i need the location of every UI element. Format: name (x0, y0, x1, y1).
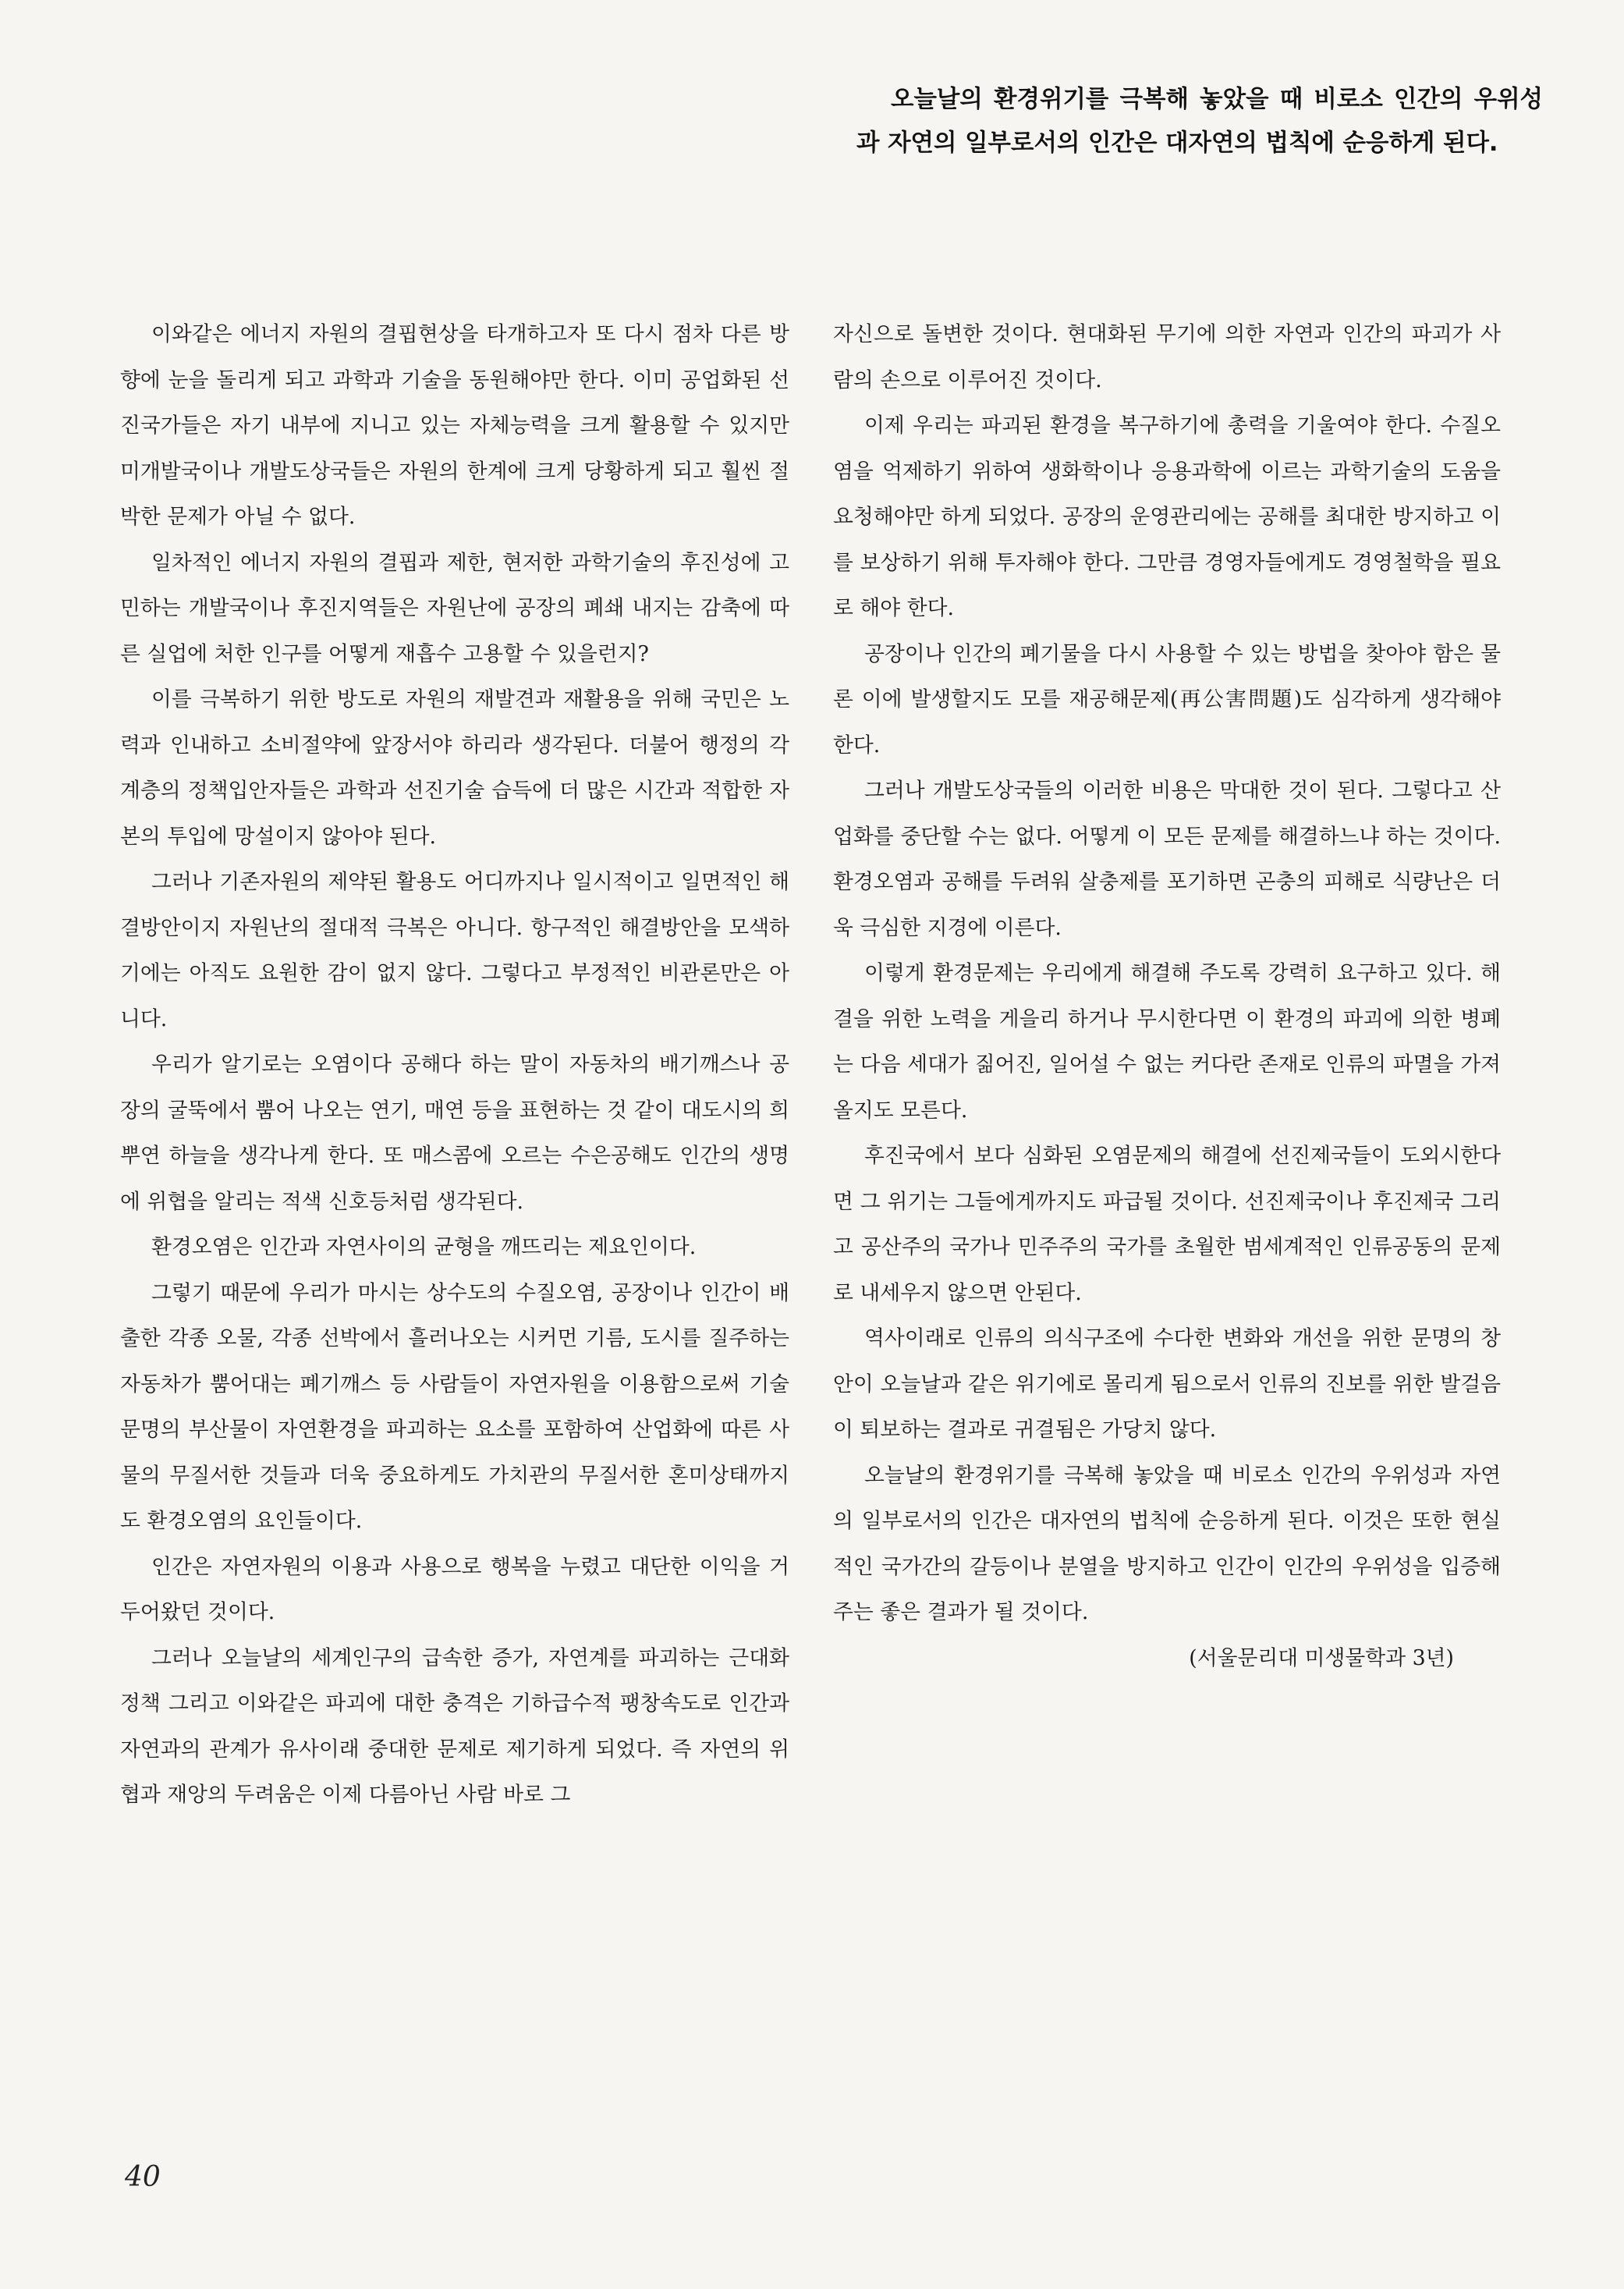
paragraph: 후진국에서 보다 심화된 오염문제의 해결에 선진제국들이 도외시한다면 그 위기는 그들에게까지도 파급될 것이다. 선진제국이나 후진제국 그리고 공산주의 국가나 민주주의 국가를 초월한 범세계적인 인류공동의 문제로 내세우지 않으면 안된다. (833, 1144, 1501, 1305)
paragraph-continued: 자신으로 돌변한 것이다. 현대화된 무기에 의한 자연과 인간의 파괴가 사람의 손으로 이루어진 것이다. (833, 322, 1501, 392)
author-affiliation: (서울문리대 미생물학과 3년) (1189, 1645, 1454, 1670)
paragraph: 일차적인 에너지 자원의 결핍과 제한, 현저한 과학기술의 후진성에 고민하는 개발국이나 후진지역들은 자원난에 공장의 폐쇄 내지는 감축에 따른 실업에 처한 인구를 어떻게 재흡수 고용할 수 있을런지? (120, 550, 789, 666)
paragraph: 이와같은 에너지 자원의 결핍현상을 타개하고자 또 다시 점차 다른 방향에 눈을 돌리게 되고 과학과 기술을 동원해야만 한다. 이미 공업화된 선진국가들은 자기 내부에 지니고 있는 자체능력을 크게 활용할 수 있지만 미개발국이나 개발도상국들은 자원의 한계에 크게 당황하게 되고 훨씬 절박한 문제가 아닐 수 없다. (120, 322, 789, 529)
paragraph: 환경오염은 인간과 자연사이의 균형을 깨뜨리는 제요인이다. (151, 1235, 697, 1259)
paragraph: 그러나 개발도상국들의 이러한 비용은 막대한 것이 된다. 그렇다고 산업화를 중단할 수는 없다. 어떻게 이 모든 문제를 해결하느냐 하는 것이다. 환경오염과 공해를 두려워 살충제를 포기하면 곤충의 피해로 식량난은 더욱 극심한 지경에 이른다. (833, 779, 1501, 940)
paragraph: 공장이나 인간의 폐기물을 다시 사용할 수 있는 방법을 찾아야 함은 물론 이에 발생할지도 모를 재공해문제(再公害問題)도 심각하게 생각해야 한다. (833, 641, 1501, 758)
paragraph: 그러나 오늘날의 세계인구의 급속한 증가, 자연계를 파괴하는 근대화정책 그리고 이와같은 파괴에 대한 충격은 기하급수적 팽창속도로 인간과 자연과의 관계가 유사이래 중대한 문제로 제기하게 되었다. 즉 자연의 위협과 재앙의 두려움은 이제 다름아닌 사람 바로 그 (120, 1645, 789, 1807)
paragraph: 인간은 자연자원의 이용과 사용으로 행복을 누렸고 대단한 이익을 거두어왔던 것이다. (120, 1554, 789, 1624)
paragraph: 우리가 알기로는 오염이다 공해다 하는 말이 자동차의 배기깨스나 공장의 굴뚝에서 뿜어 나오는 연기, 매연 등을 표현하는 것 같이 대도시의 희뿌연 하늘을 생각나게 한다. 또 매스콤에 오르는 수은공해도 인간의 생명에 위협을 알리는 적색 신호등처럼 생각된다. (120, 1052, 789, 1214)
pull-quote: 오늘날의 환경위기를 극복해 놓았을 때 비로소 인간의 우위성과 자연의 일부로서의 인간은 대자연의 법칙에 순응하게 된다. (856, 86, 1543, 157)
left-column (120, 312, 789, 1819)
paragraph: 이제 우리는 파괴된 환경을 복구하기에 총력을 기울여야 한다. 수질오염을 억제하기 위하여 생화학이나 응용과학에 이르는 과학기술의 도움을 요청해야만 하게 되었다. 공장의 운영관리에는 공해를 최대한 방지하고 이를 보상하기 위해 투자해야 한다. 그만큼 경영자들에게도 경영철학을 필요로 해야 한다. (833, 413, 1501, 620)
paragraph: 그러나 기존자원의 제약된 활용도 어디까지나 일시적이고 일면적인 해결방안이지 자원난의 절대적 극복은 아니다. 항구적인 해결방안을 모색하기에는 아직도 요원한 감이 없지 않다. 그렇다고 부정적인 비관론만은 아니다. (120, 870, 789, 1031)
paragraph: 오늘날의 환경위기를 극복해 놓았을 때 비로소 인간의 우위성과 자연의 일부로서의 인간은 대자연의 법칙에 순응하게 된다. 이것은 또한 현실적인 국가간의 갈등이나 분열을 방지하고 인간이 인간의 우위성을 입증해 주는 좋은 결과가 될 것이다. (833, 1463, 1501, 1624)
page-number: 40 (125, 2161, 161, 2193)
paragraph: 이를 극복하기 위한 방도로 자원의 재발견과 재활용을 위해 국민은 노력과 인내하고 소비절약에 앞장서야 하리라 생각된다. 더불어 행정의 각 계층의 정책입안자들은 과학과 선진기술 습득에 더 많은 시간과 적합한 자본의 투입에 망설이지 않아야 된다. (120, 687, 789, 849)
paragraph: 이렇게 환경문제는 우리에게 해결해 주도록 강력히 요구하고 있다. 해결을 위한 노력을 게을리 하거나 무시한다면 이 환경의 파괴에 의한 병폐는 다음 세대가 짊어진, 일어설 수 없는 커다란 존재로 인류의 파멸을 가져올지도 모른다. (833, 961, 1501, 1123)
paragraph: 역사이래로 인류의 의식구조에 수다한 변화와 개선을 위한 문명의 창안이 오늘날과 같은 위기에로 몰리게 됨으로서 인류의 진보를 위한 발걸음이 퇴보하는 결과로 귀결됨은 가당치 않다. (833, 1326, 1501, 1442)
right-column (833, 312, 1501, 1681)
paragraph: 그렇기 때문에 우리가 마시는 상수도의 수질오염, 공장이나 인간이 배출한 각종 오물, 각종 선박에서 흘러나오는 시커먼 기름, 도시를 질주하는 자동차가 뿜어대는 폐기깨스 등 사람들이 자연자원을 이용함으로써 기술문명의 부산물이 자연환경을 파괴하는 요소를 포함하여 산업화에 따른 사물의 무질서한 것들과 더욱 중요하게도 가치관의 무질서한 혼미상태까지도 환경오염의 요인들이다. (120, 1280, 789, 1533)
